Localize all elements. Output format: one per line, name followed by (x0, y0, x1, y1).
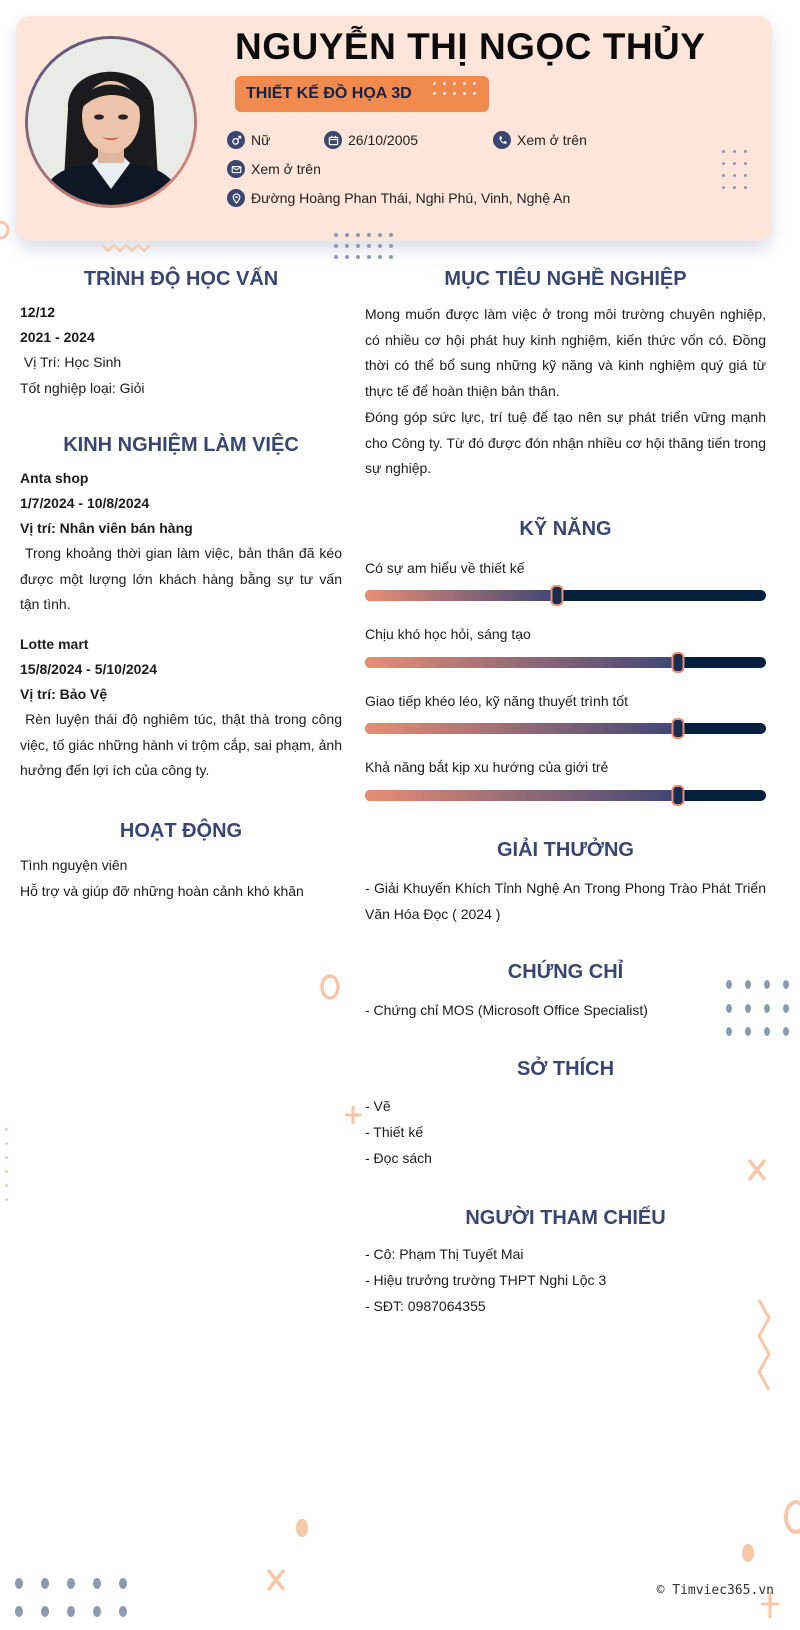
objective-paragraph: Mong muốn được làm việc ở trong môi trường chuyên nghiệp, có nhiều cơ hội phát huy kinh nghiệm, kiến thức vốn có. Đồng thời có thể bổ sung những kỹ năng và kinh nghiệm quý giá từ thực tế để hoàn thiện bản thân. (365, 306, 766, 399)
left-edge-dots-decoration (5, 1128, 9, 1203)
gender-value: Nữ (251, 132, 271, 148)
skill-bar-knob (551, 585, 564, 606)
position-badge (235, 76, 489, 112)
experience-description: Rèn luyện thái độ nghiêm túc, thật thà trong công việc, tố giác những hành vi trộm cắp, sai phạm, ảnh hưởng đến lợi ích của công ty. (20, 711, 346, 778)
activities-heading: HOẠT ĐỘNG (119, 820, 243, 842)
skill-label: Giao tiếp khéo léo, kỹ năng thuyết trình tốt (365, 693, 629, 709)
orange-dot-decoration-right (740, 1543, 756, 1563)
reference-item: - Cô: Phạm Thị Tuyết Mai (365, 1246, 524, 1262)
certificates-heading: CHỨNG CHỈ (507, 961, 624, 983)
education-period: 2021 - 2024 (20, 329, 95, 345)
orange-ring-decoration-bottom-right (778, 1497, 800, 1537)
hobby-item: - Thiết kế (365, 1124, 424, 1140)
references-heading: NGƯỜI THAM CHIẾU (465, 1207, 666, 1229)
phone-value: Xem ở trên (517, 132, 587, 148)
skill-bar (365, 590, 766, 601)
reference-item: - SĐT: 0987064355 (365, 1298, 486, 1314)
calendar-icon (324, 131, 342, 149)
grey-dots-decoration-top (334, 233, 394, 263)
address-info (227, 189, 570, 207)
grey-dots-decoration-bottom (15, 1578, 130, 1618)
orange-dot-decoration (294, 1518, 310, 1538)
experience-description: Trong khoảng thời gian làm việc, bản thân đã kéo được một lượng lớn khách hàng bằng sự tư vấn tận tình. (20, 545, 346, 612)
skill-bar-knob (671, 652, 684, 673)
activity-item: Hỗ trợ và giúp đỡ những hoàn cảnh khó khăn (20, 883, 304, 899)
orange-oval-decoration (319, 972, 341, 1002)
header-dots-decoration (722, 150, 748, 200)
skill-bar-knob (671, 718, 684, 739)
cv-header (16, 16, 772, 241)
certificate-item: - Chứng chỉ MOS (Microsoft Office Specialist) (365, 1002, 648, 1018)
birthday-info (324, 131, 418, 149)
orange-ring-decoration (0, 218, 12, 242)
skill-label: Có sự am hiểu về thiết kế (365, 560, 525, 576)
phone-icon (493, 131, 511, 149)
experience-heading: KINH NGHIỆM LÀM VIỆC (63, 434, 299, 456)
objective-paragraph: Đóng góp sức lực, trí tuệ để tạo nên sự phát triển vững mạnh cho Công ty. Từ đó được đón nhận nhiều cơ hội thăng tiến trong sự nghiệp. (365, 409, 766, 476)
skill-bar-fill (365, 590, 557, 601)
skill-bar-fill (365, 723, 678, 734)
experience-period: 15/8/2024 - 5/10/2024 (20, 661, 158, 677)
hobbies-heading: SỞ THÍCH (516, 1058, 615, 1080)
grey-dots-decoration-right (726, 980, 790, 1040)
zigzag-decoration (100, 242, 152, 254)
email-value: Xem ở trên (251, 161, 321, 177)
zigzag-vertical-decoration (755, 1298, 773, 1398)
experience-company: Lotte mart (20, 636, 89, 652)
email-info (227, 160, 321, 178)
hobby-item: - Đọc sách (365, 1150, 432, 1166)
address-value: Đường Hoàng Phan Thái, Nghi Phú, Vinh, Nghệ An (251, 190, 571, 206)
candidate-name: NGUYỄN THỊ NGỌC THỦY (235, 26, 706, 67)
experience-role: Vị trí: Nhân viên bán hàng (20, 520, 193, 536)
experience-role: Vị trí: Bảo Vệ (20, 686, 108, 702)
skill-bar-knob (671, 785, 684, 806)
gender-icon (227, 131, 245, 149)
experience-company: Anta shop (20, 470, 89, 486)
skill-label: Chịu khó học hỏi, sáng tạo (365, 626, 531, 642)
hobby-item: - Vẽ (365, 1098, 391, 1114)
badge-dots-decoration (433, 82, 479, 102)
skill-bar (365, 790, 766, 801)
skill-bar (365, 657, 766, 668)
award-item: - Giải Khuyến Khích Tỉnh Nghệ An Trong Phong Trào Phát Triển Văn Hóa Đọc ( 2024 ) (365, 880, 766, 922)
education-school: 12/12 (20, 304, 56, 320)
education-role: Vị Trí: Học Sinh (20, 354, 122, 370)
gender-info (227, 131, 270, 149)
reference-item: - Hiệu trưởng trường THPT Nghi Lộc 3 (365, 1272, 607, 1288)
position-title: THIẾT KẾ ĐỒ HỌA 3D (246, 85, 412, 102)
birthday-value: 26/10/2005 (348, 132, 419, 148)
awards-heading: GIẢI THƯỞNG (497, 839, 634, 861)
activity-item: Tình nguyện viên (20, 857, 128, 873)
objective-heading: MỤC TIÊU NGHỀ NGHIỆP (444, 268, 687, 290)
education-heading: TRÌNH ĐỘ HỌC VẤN (83, 268, 279, 290)
avatar (25, 36, 197, 208)
x-decoration-bottom (265, 1567, 287, 1593)
watermark: © Timviec365.vn (656, 1583, 774, 1598)
location-pin-icon (227, 189, 245, 207)
x-decoration-right (746, 1157, 768, 1183)
email-icon (227, 160, 245, 178)
skills-heading: KỸ NĂNG (519, 518, 612, 540)
experience-period: 1/7/2024 - 10/8/2024 (20, 495, 150, 511)
skill-label: Khả năng bắt kịp xu hướng của giới trẻ (365, 759, 609, 775)
education-grade: Tốt nghiệp loại: Giỏi (20, 380, 145, 396)
skill-bar-fill (365, 657, 678, 668)
profile-photo (28, 39, 194, 205)
phone-info (493, 131, 587, 149)
skill-bar (365, 723, 766, 734)
skill-bar-fill (365, 790, 678, 801)
plus-decoration (343, 1104, 363, 1126)
